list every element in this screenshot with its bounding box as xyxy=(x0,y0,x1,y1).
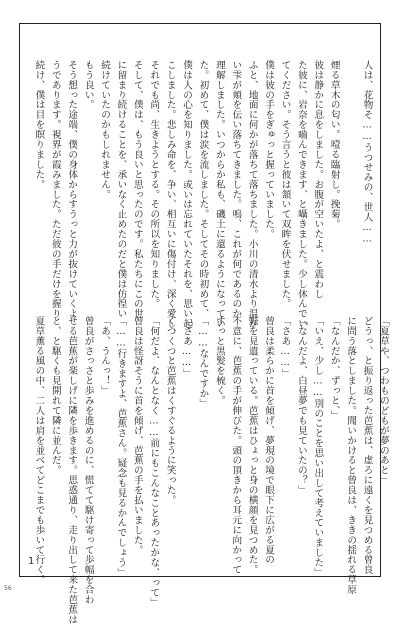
text-line: い雫が頬を伝い落ちてきました。嗚、これが何であるのか xyxy=(230,60,242,319)
text-line: 「さあ……」 xyxy=(279,316,291,379)
text-line: 人は、花物そ……うつせみの、世人…… xyxy=(361,60,373,245)
text-line: すっと黒髪を梳く。 xyxy=(213,316,225,406)
text-line: 「夏草や、つわものどもが夢のあと」 xyxy=(377,316,389,486)
text-line: どうっ、と振り返った芭蕉は、虚ろに遠くを見つめる曾良 xyxy=(361,316,373,575)
text-line: 彼は静かに息をしました。お腹が空いたよ、と震わし xyxy=(312,60,324,299)
text-line: 夏草薫る風の中、二人は肩を並べてどこまでも歩いて行く。 xyxy=(33,316,45,585)
text-line: 僕は人の心を知りました。或いは忘れていたそれを、思い起 xyxy=(181,60,193,329)
text-line: くつくつと芭蕉はくすぐるように笑った。 xyxy=(164,316,176,506)
text-line: 僕は彼の手をぎゅっと握っていました。 xyxy=(263,60,275,240)
story-section-bottom xyxy=(20,316,389,624)
text-line: 曾良は柔らかに首を傾げ、夢現の境で眼下に広がる夏の xyxy=(263,316,275,565)
vertical-text-column-top xyxy=(30,60,375,339)
text-line: 曾良がさっさと歩みを進めるのに、慌てて駆け寄って歩幅を合わ xyxy=(82,316,94,605)
text-line: 「いえ、少し……別のことを思い出して考えていました」 xyxy=(312,316,324,578)
text-line: 「……行きますよ、芭蕉さん。疑念も見るかんでしょう」 xyxy=(115,316,127,578)
text-line: そう想った途端、僕の身体からすうっと力が抜けていくよ xyxy=(66,60,78,319)
page-number: 56 xyxy=(4,585,12,592)
text-line: 「あ、うんっ！」 xyxy=(99,316,111,396)
text-line: それでも尚、生きようとする。その所以を知りました。 xyxy=(148,60,160,309)
text-line: 「なんだよ、白昼夢でも見ていたの？」 xyxy=(295,316,307,496)
text-line: せる芭蕉が楽しげに隣を歩きます。思惑通り、走り出して来た芭蕉は xyxy=(66,316,78,624)
text-line xyxy=(342,60,358,300)
text-line: と、と駆くも見開れて隣に並んだ。 xyxy=(49,316,61,476)
text-line: てください。そう言うと彼は頷いて双眸を伏せました。 xyxy=(279,60,291,309)
text-line: 野を見遣っている。芭蕉はひょっと身の横顔を見つめた。 xyxy=(246,316,258,575)
text-line: ふと、地面に何かが落ちて落ちました。小川の清水より温か xyxy=(246,60,258,329)
text-line: 「何だよ、なんとなく……前にもこんなことあったかな、って」 xyxy=(148,316,160,608)
corner-mark: 1 xyxy=(28,556,35,567)
text-line: 「さあ……」 xyxy=(181,316,193,379)
text-line: うであります。視界が霞みました。ただ彼の手だけを握り xyxy=(49,60,61,319)
text-line: もう良い。 xyxy=(82,60,94,110)
page-frame xyxy=(19,23,389,624)
text-line: そして、僕は、もう良いと思ったのです。私たちにこの世 xyxy=(131,60,143,319)
text-line: 「なんだか、ずっと、」 xyxy=(328,316,340,421)
text-line: た彼に、岩奈を嚙んできます、と囁きました。少し休んでい xyxy=(295,60,307,329)
text-line: 理解しました。いつからか私も、磯土に還るようになってい xyxy=(213,60,225,329)
text-line: こしました。悲しみ命を、争い、相互いに傷付け、深く愛し、 xyxy=(164,60,176,339)
text-line: 曾良は怪訝そうに首を傾げ、芭蕉の手を払いました。 xyxy=(131,316,143,555)
text-line: た。初めて、僕は涙を流しました。そしてその時初めて、 xyxy=(197,60,209,319)
text-line: 続けていたのかもしれません。 xyxy=(99,60,111,200)
text-line: 「……なんですか」 xyxy=(197,316,209,409)
text-line: に留まり続けることを、承いなく止めたのだと僕は仿徨い xyxy=(115,60,127,319)
text-line: 不意に、芭蕉の手が伸びた。頭の頂きから耳元に向かって xyxy=(230,316,242,575)
text-line: 続け、僕は目を瞑りました。 xyxy=(33,60,45,190)
vertical-text-column-bottom xyxy=(30,316,391,624)
text-line: 煙る草木の匂い。噎る臨射し。挽菊。 xyxy=(328,60,340,230)
text-line: に問う落としました。聞いかけると曾良は、ききの揺れる草原 xyxy=(345,316,357,595)
story-section-top xyxy=(20,60,380,339)
